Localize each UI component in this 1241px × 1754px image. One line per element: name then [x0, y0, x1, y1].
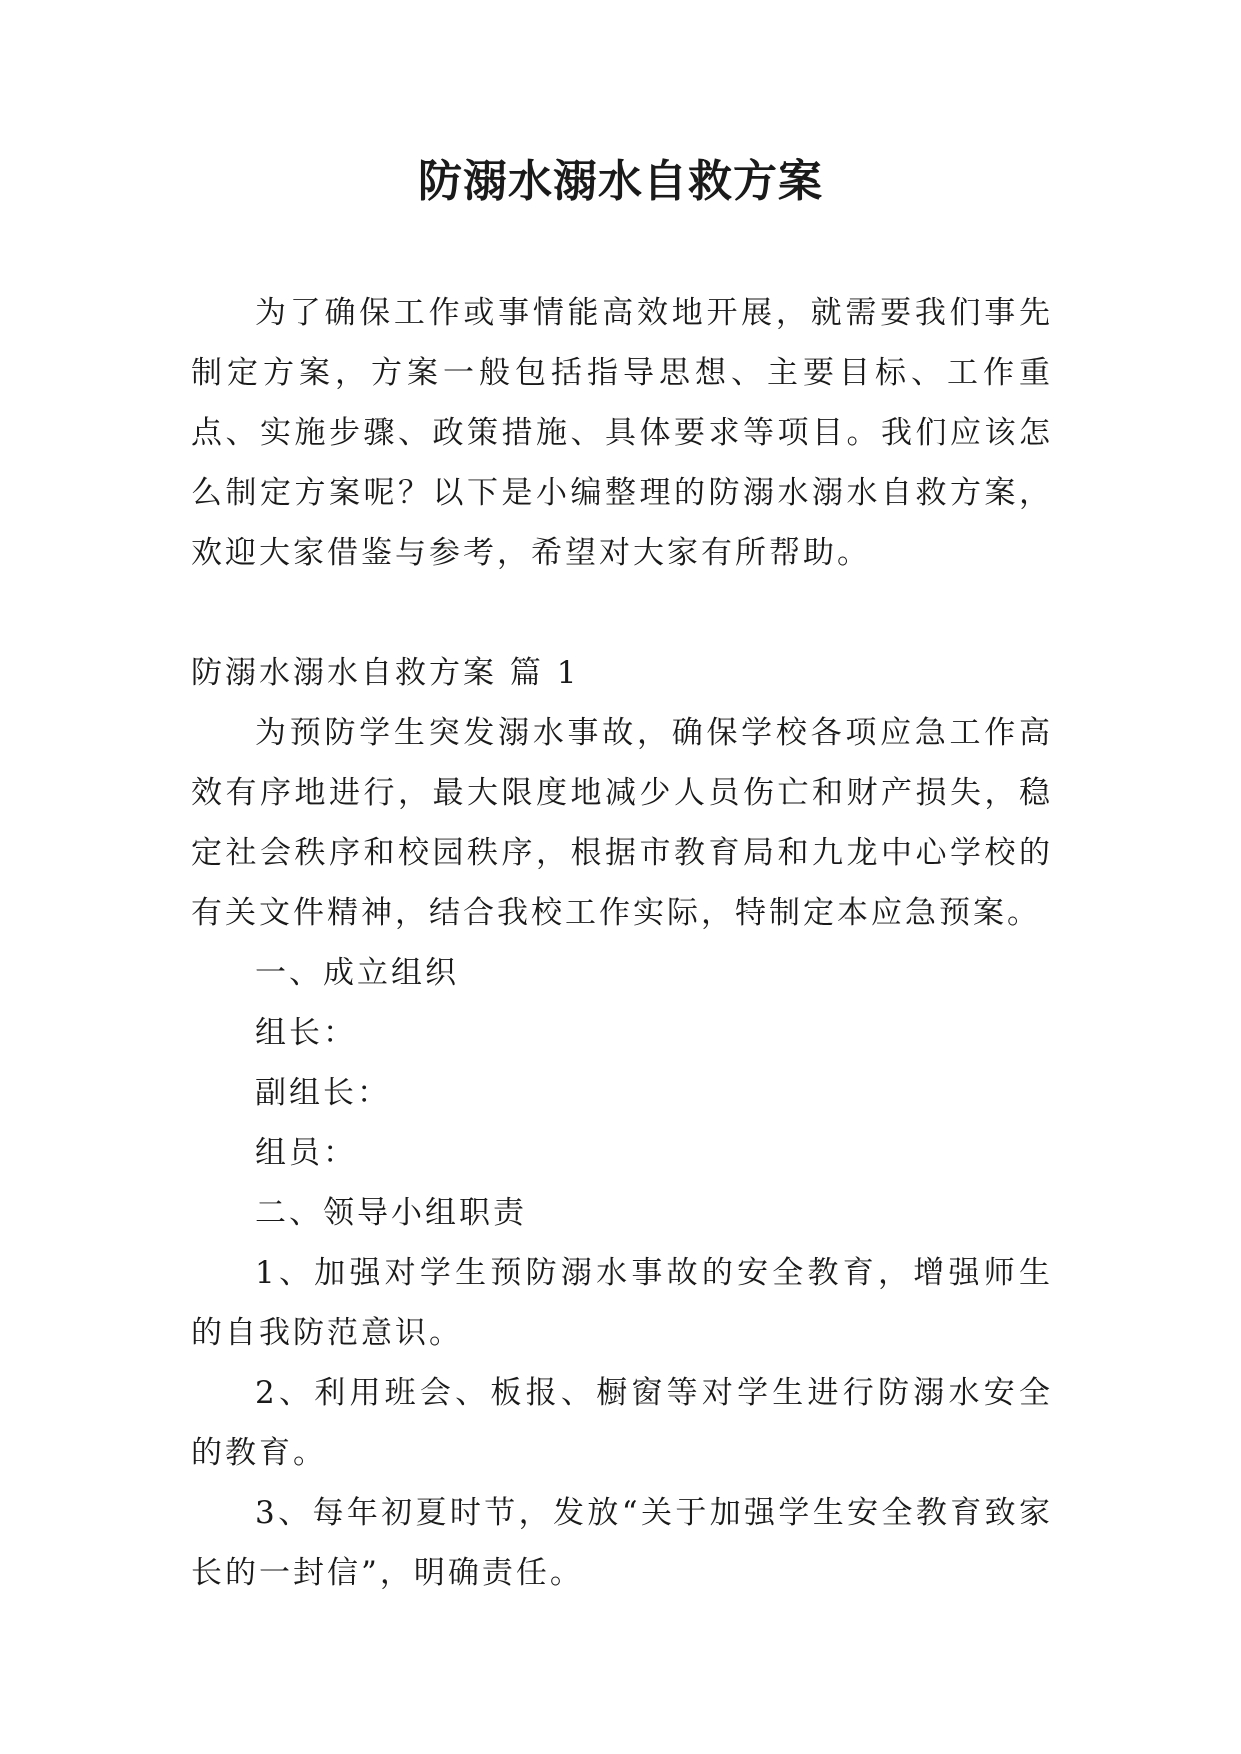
document-body: [191, 283, 1053, 1603]
section-paragraph: 为预防学生突发溺水事故，确保学校各项应急工作高效有序地进行，最大限度地减少人员伤亡和财产损失，稳定社会秩序和校园秩序，根据市教育局和九龙中心学校的有关文件精神，结合我校工作实际，特制定本应急预案。: [191, 715, 1053, 931]
page-title: 防溺水溺水自救方案: [418, 156, 823, 207]
intro-paragraph: 为了确保工作或事情能高效地开展，就需要我们事先制定方案，方案一般包括指导思想、主要目标、工作重点、实施步骤、政策措施、具体要求等项目。我们应该怎么制定方案呢？以下是小编整理的防溺水溺水自救方案，欢迎大家借鉴与参考，希望对大家有所帮助。: [191, 295, 1053, 571]
vice-leader-line: 副组长：: [255, 1075, 391, 1111]
duty-item-3: 3、每年初夏时节，发放“关于加强学生安全教育致家长的一封信”，明确责任。: [191, 1495, 1053, 1591]
org-heading: 一、成立组织: [255, 955, 459, 991]
section-heading: 防溺水溺水自救方案 篇 1: [191, 655, 580, 691]
duties-heading: 二、领导小组职责: [255, 1195, 527, 1231]
members-line: 组员：: [255, 1135, 357, 1171]
duty-item-2: 2、利用班会、板报、橱窗等对学生进行防溺水安全的教育。: [191, 1375, 1053, 1471]
duty-item-1: 1、加强对学生预防溺水事故的安全教育，增强师生的自我防范意识。: [191, 1255, 1053, 1351]
leader-line: 组长：: [255, 1015, 357, 1051]
